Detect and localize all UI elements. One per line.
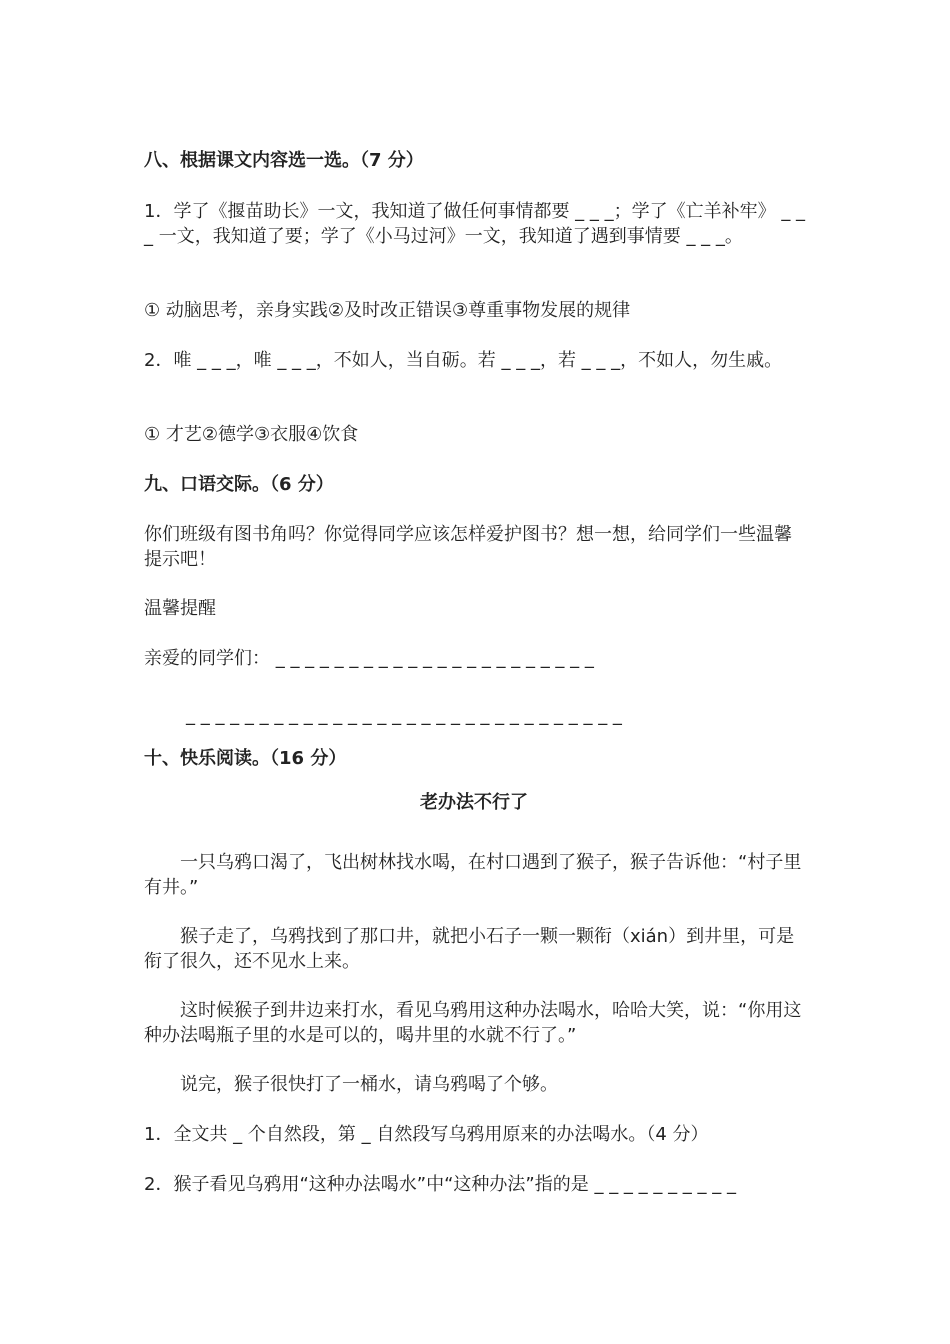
section-10-heading: 十、快乐阅读。（16 分） <box>144 748 347 769</box>
section-8-question-1-options: ① 动脑思考，亲身实践②及时改正错误③尊重事物发展的规律 <box>144 300 631 321</box>
section-8-heading: 八、根据课文内容选一选。（7 分） <box>144 150 424 171</box>
story-paragraph: 一只乌鸦口渴了，飞出树林找水喝，在村口遇到了猴子，猴子告诉他：“村子里有井。” <box>144 852 802 898</box>
section-9-answer-line-1: 亲爱的同学们： _ _ _ _ _ _ _ _ _ _ _ _ _ _ _ _ _ _ _ _ _ _ <box>144 648 594 669</box>
section-8-question-1: 1．学了《揠苗助长》一文，我知道了做任何事情都要 _ _ _；学了《亡羊补牢》 _ _ _ 一文，我知道了要；学了《小马过河》一文，我知道了遇到事情要 _ _ _。 <box>144 201 806 247</box>
section-9-answer-line-2: _ _ _ _ _ _ _ _ _ _ _ _ _ _ _ _ _ _ _ _ _ _ _ _ _ _ _ _ _ _ <box>186 705 622 726</box>
section-9-label: 温馨提醒 <box>144 598 216 619</box>
story-paragraph: 猴子走了，乌鸦找到了那口井，就把小石子一颗一颗衔（xián）到井里，可是衔了很久，还不见水上来。 <box>144 926 795 972</box>
section-8-question-2-options: ① 才艺②德学③衣服④饮食 <box>144 424 359 445</box>
story-title: 老办法不行了 <box>420 792 528 813</box>
story-paragraph: 说完，猴子很快打了一桶水，请乌鸦喝了个够。 <box>180 1074 558 1095</box>
reading-question-2: 2．猴子看见乌鸦用“这种办法喝水”中“这种办法”指的是 _ _ _ _ _ _ _ _ _ _ <box>144 1174 736 1195</box>
story-paragraph: 这时候猴子到井边来打水，看见乌鸦用这种办法喝水，哈哈大笑，说：“你用这种办法喝瓶子里的水是可以的，喝井里的水就不行了。” <box>144 1000 802 1046</box>
section-8-question-2: 2．唯 _ _ _，唯 _ _ _，不如人，当自砺。若 _ _ _，若 _ _ _，不如人，勿生戚。 <box>144 350 783 371</box>
reading-question-1: 1．全文共 _ 个自然段，第 _ 自然段写乌鸦用原来的办法喝水。（4 分） <box>144 1124 709 1145</box>
section-9-prompt: 你们班级有图书角吗？你觉得同学应该怎样爱护图书？想一想，给同学们一些温馨提示吧！ <box>144 524 792 570</box>
section-9-heading: 九、口语交际。（6 分） <box>144 474 334 495</box>
